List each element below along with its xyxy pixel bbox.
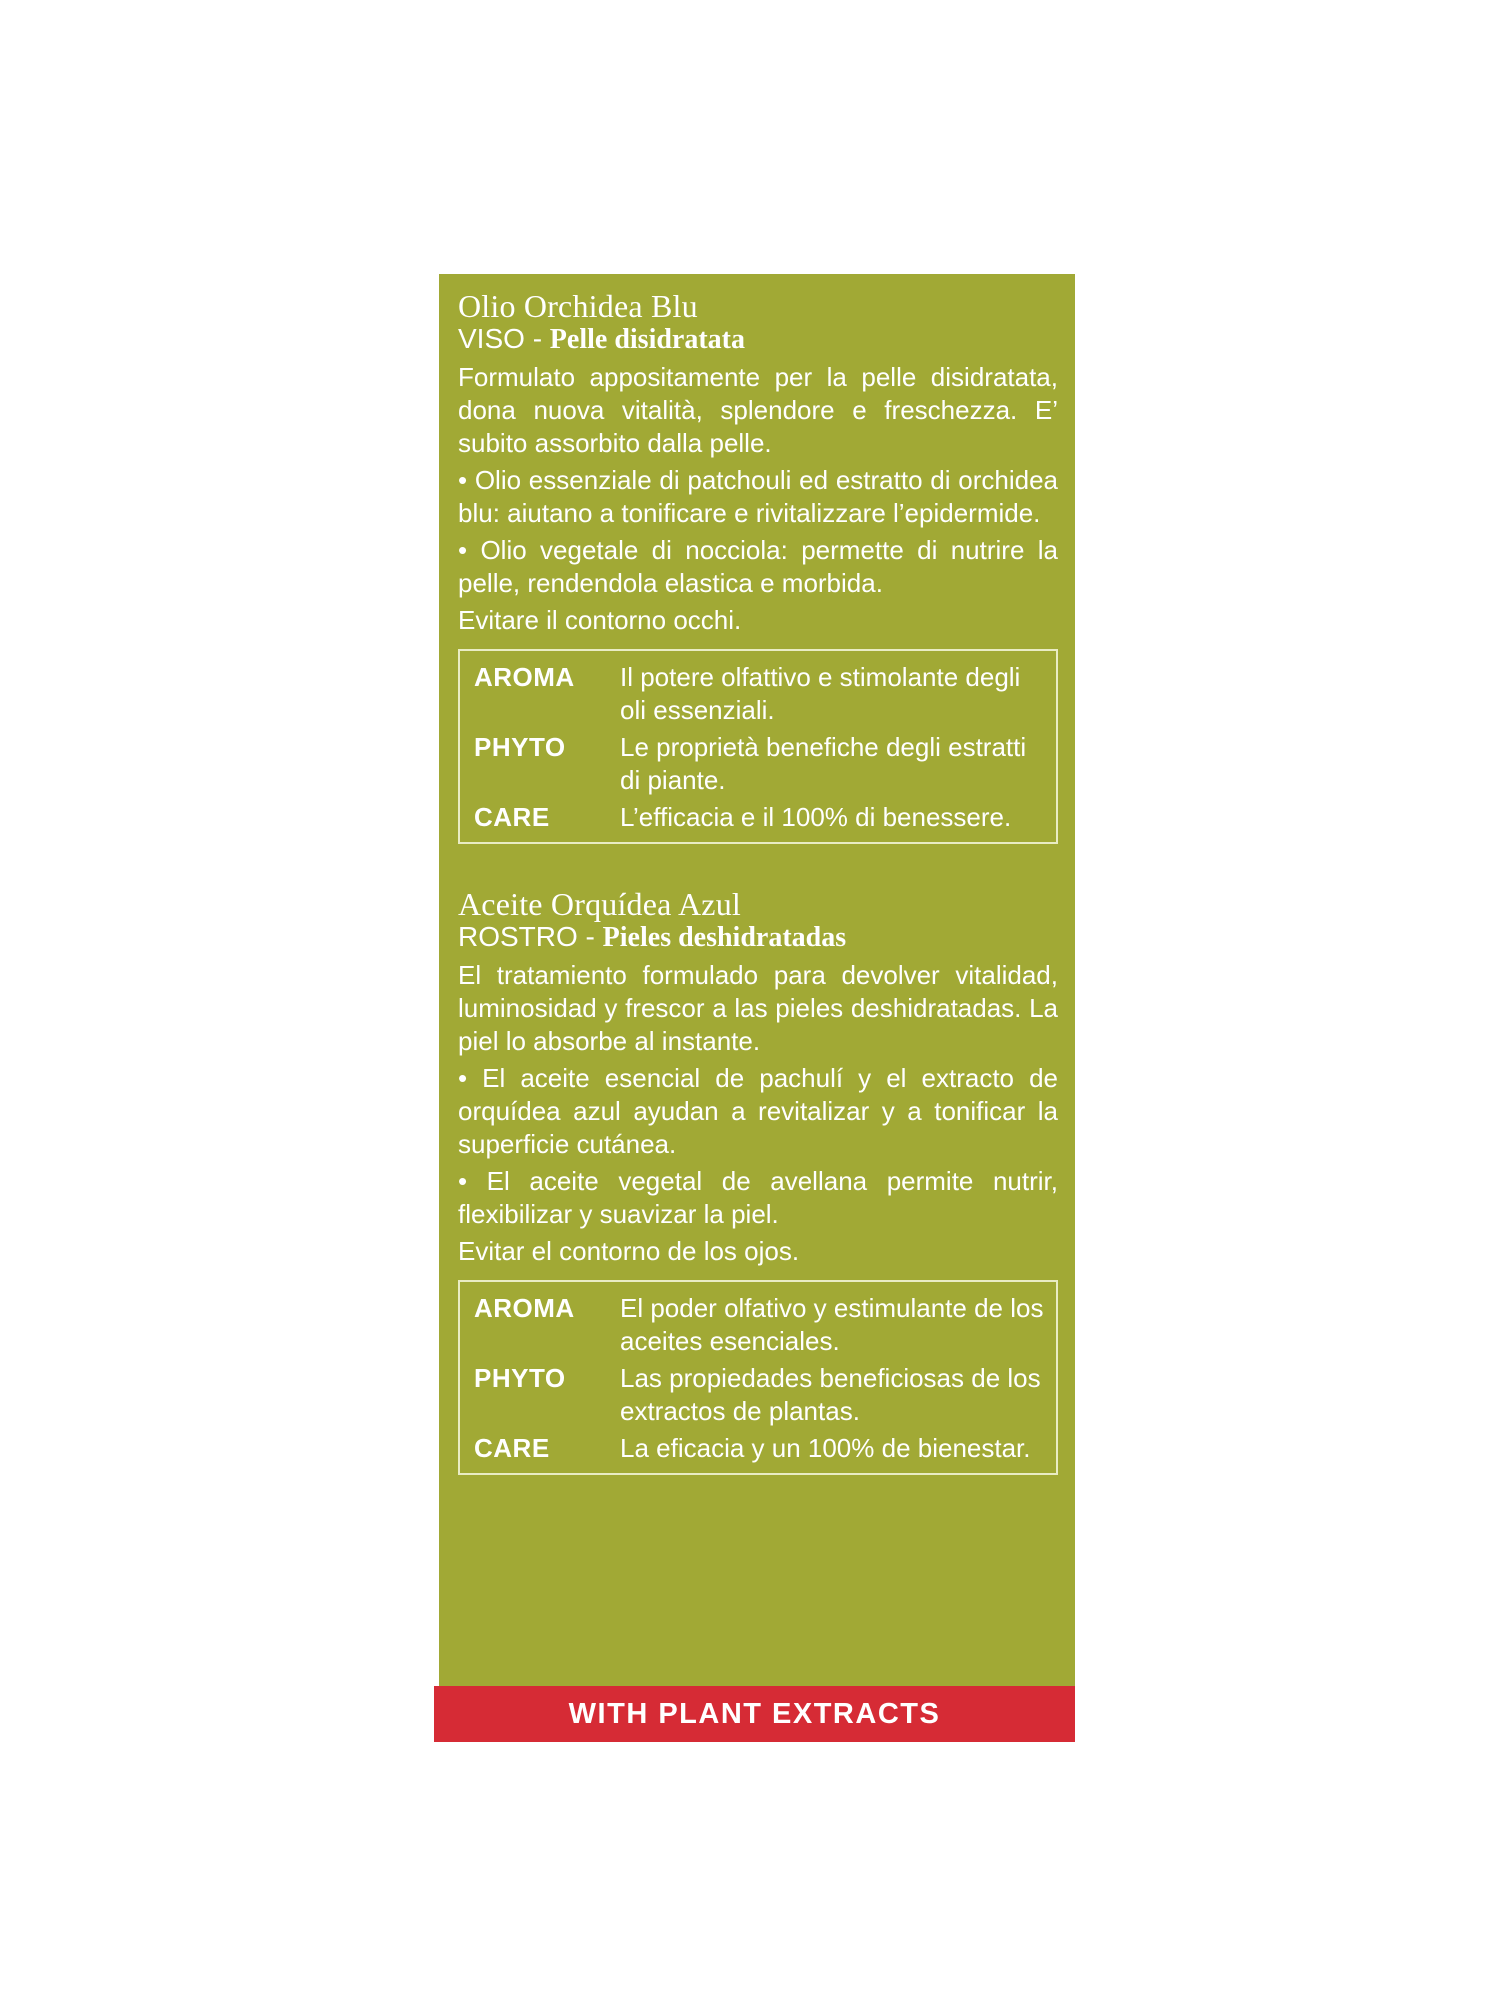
benefit-key: CARE: [474, 1433, 550, 1463]
ingredient-bullet: • El aceite esencial de pachulí y el extracto de orquídea azul ayudan a revitalizar y a tonificar la superficie cutánea.: [458, 1063, 1058, 1159]
benefit-row-phyto: [474, 1362, 1044, 1428]
product-description-panel: [439, 274, 1075, 1686]
benefit-row-care: [474, 1432, 1044, 1465]
benefit-key: CARE: [474, 802, 550, 832]
product-subtitle-italian: [458, 324, 1058, 355]
skin-type-spanish: Pieles deshidratadas: [602, 922, 847, 953]
benefit-key: AROMA: [474, 1293, 575, 1323]
benefit-row-phyto: [474, 731, 1044, 797]
benefit-description: Il potere olfattivo e stimolante degli oli essenziali.: [620, 662, 1021, 725]
description-paragraph: El tratamiento formulado para devolver vitalidad, luminosidad y frescor a las pieles deshidratadas. La piel lo absorbe al instante.: [458, 960, 1058, 1056]
benefit-key: AROMA: [474, 662, 575, 692]
product-subtitle-spanish: [458, 922, 1058, 953]
italian-section: [458, 288, 1058, 844]
usage-warning: Evitar el contorno de los ojos.: [458, 1236, 800, 1266]
area-label-spanish: ROSTRO -: [458, 921, 595, 952]
ingredient-bullet: • El aceite vegetal de avellana permite nutrir, flexibilizar y suavizar la piel.: [458, 1166, 1058, 1229]
spanish-section: [458, 886, 1058, 1475]
benefit-description: Le proprietà benefiche degli estratti di piante.: [620, 732, 1027, 795]
plant-extracts-band: WITH PLANT EXTRACTS: [434, 1686, 1075, 1742]
benefit-description: L’efficacia e il 100% di benessere.: [620, 802, 1012, 832]
benefit-key: PHYTO: [474, 1363, 566, 1393]
area-label-italian: VISO -: [458, 323, 543, 354]
product-title-spanish: Aceite Orquídea Azul: [458, 886, 741, 922]
skin-type-italian: Pelle disidratata: [549, 324, 745, 355]
usage-warning: Evitare il contorno occhi.: [458, 605, 742, 635]
benefits-box-spanish: [458, 1280, 1058, 1475]
benefit-row-aroma: [474, 661, 1044, 727]
ingredient-bullet: • Olio essenziale di patchouli ed estratto di orchidea blu: aiutano a tonificare e rivitalizzare l’epidermide.: [458, 465, 1058, 528]
benefit-description: Las propiedades beneficiosas de los extractos de plantas.: [620, 1363, 1041, 1426]
benefit-description: El poder olfativo y estimulante de los aceites esenciales.: [620, 1293, 1044, 1356]
benefits-box-italian: [458, 649, 1058, 844]
benefit-key: PHYTO: [474, 732, 566, 762]
description-paragraph: Formulato appositamente per la pelle disidratata, dona nuova vitalità, splendore e freschezza. E’ subito assorbito dalla pelle.: [458, 362, 1058, 458]
product-title-italian: Olio Orchidea Blu: [458, 288, 698, 324]
benefit-row-aroma: [474, 1292, 1044, 1358]
benefit-description: La eficacia y un 100% de bienestar.: [620, 1433, 1031, 1463]
ingredient-bullet: • Olio vegetale di nocciola: permette di nutrire la pelle, rendendola elastica e morbida.: [458, 535, 1058, 598]
benefit-row-care: [474, 801, 1044, 834]
